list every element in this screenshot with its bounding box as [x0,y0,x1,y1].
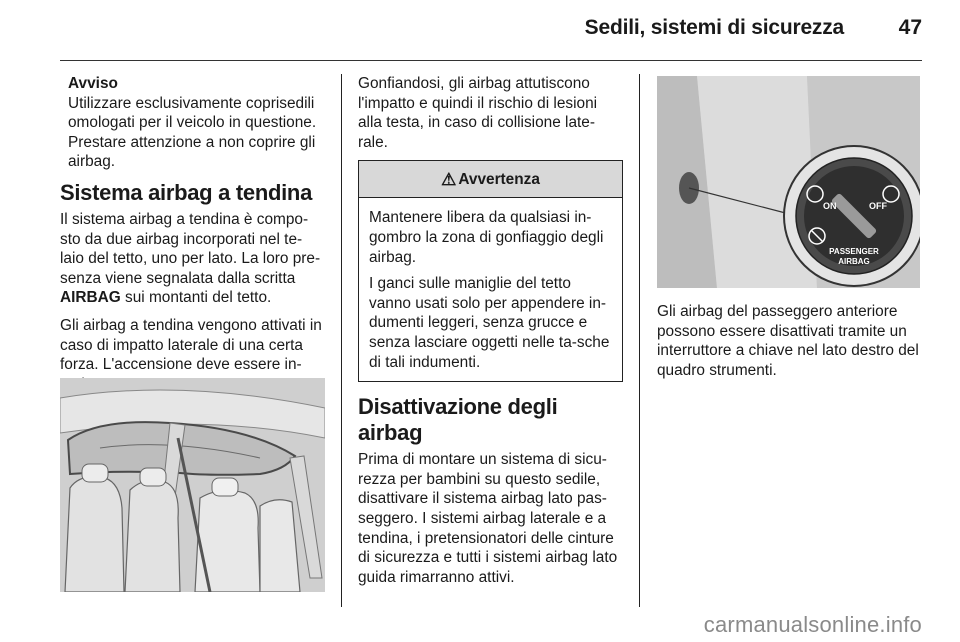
warning-triangle-icon: ⚠ [441,169,457,189]
notice-title: Avviso [68,75,118,92]
switch-on-label: ON [823,201,837,211]
section-heading-airbag-deactivation: Disattivazione degli airbag [358,394,558,446]
key-switch-icon [657,76,920,288]
airbag-label: AIRBAG [60,289,121,307]
warning-text: Mantenere libera da qualsiasi in-gombro la zona di gonfiaggio degli airbag. [369,209,604,266]
text-run: sui montanti del tetto. [120,289,272,307]
watermark: carmanualsonline.info [703,612,922,637]
page-header [60,0,922,61]
airbag-switch-illustration [657,76,920,288]
notice-box [60,74,325,172]
text-run: Il sistema airbag a tendina è compo-sto da due airbag incorporati nel te-laio del tetto, uno per lato. La loro pre-senza viene segnalata dalla scritta [60,210,321,287]
paragraph: Prima di montare un sistema di sicu-rezza per bambini su questo sedile, disattivare il sistema airbag lato pas-seggero. I sistemi airbag laterale e a tendina, i pretensionatori delle cinture di sicurezza e tutti i sistemi airbag lato guida rimarranno attivi. [358,451,618,586]
switch-label-line1: PASSENGER [829,247,879,256]
page-number: 47 [898,16,922,39]
column-1 [60,74,325,402]
warning-title: Avvertenza [458,170,540,188]
paragraph: Gonfiandosi, gli airbag attutiscono l'impatto e quindi il rischio di lesioni alla testa, in caso di collisione late-rale. [358,75,598,151]
paragraph [60,210,325,308]
column-divider [341,74,342,607]
warning-header [359,161,622,198]
curtain-airbag-illustration [60,378,325,592]
column-divider [639,74,640,607]
warning-box [358,160,623,382]
car-interior-icon [60,378,325,592]
figure-caption: Gli airbag del passeggero anteriore possono essere disattivati tramite un interruttore a chiave nel lato destro del quadro strumenti. [657,303,919,379]
paragraph: Gli airbag a tendina vengono attivati in caso di impatto laterale di una certa forza. L'accensione deve essere in- [60,316,322,374]
section-heading-curtain-airbag: Sistema airbag a tendina [60,179,312,205]
column-2 [358,74,623,595]
warning-body [359,198,622,381]
section-title: Sedili, sistemi di sicurezza [584,16,844,39]
warning-text: I ganci sulle maniglie del tetto vanno usati solo per appendere in-dumenti leggeri, senza grucce e senza lasciare oggetti nelle ta-sche di tali indumenti. [369,275,610,371]
notice-text: Utilizzare esclusivamente coprisedili omologati per il veicolo in questione. Prestare attenzione a non coprire gli airbag. [68,94,317,171]
switch-label-line2: AIRBAG [838,257,870,266]
switch-off-label: OFF [869,201,887,211]
